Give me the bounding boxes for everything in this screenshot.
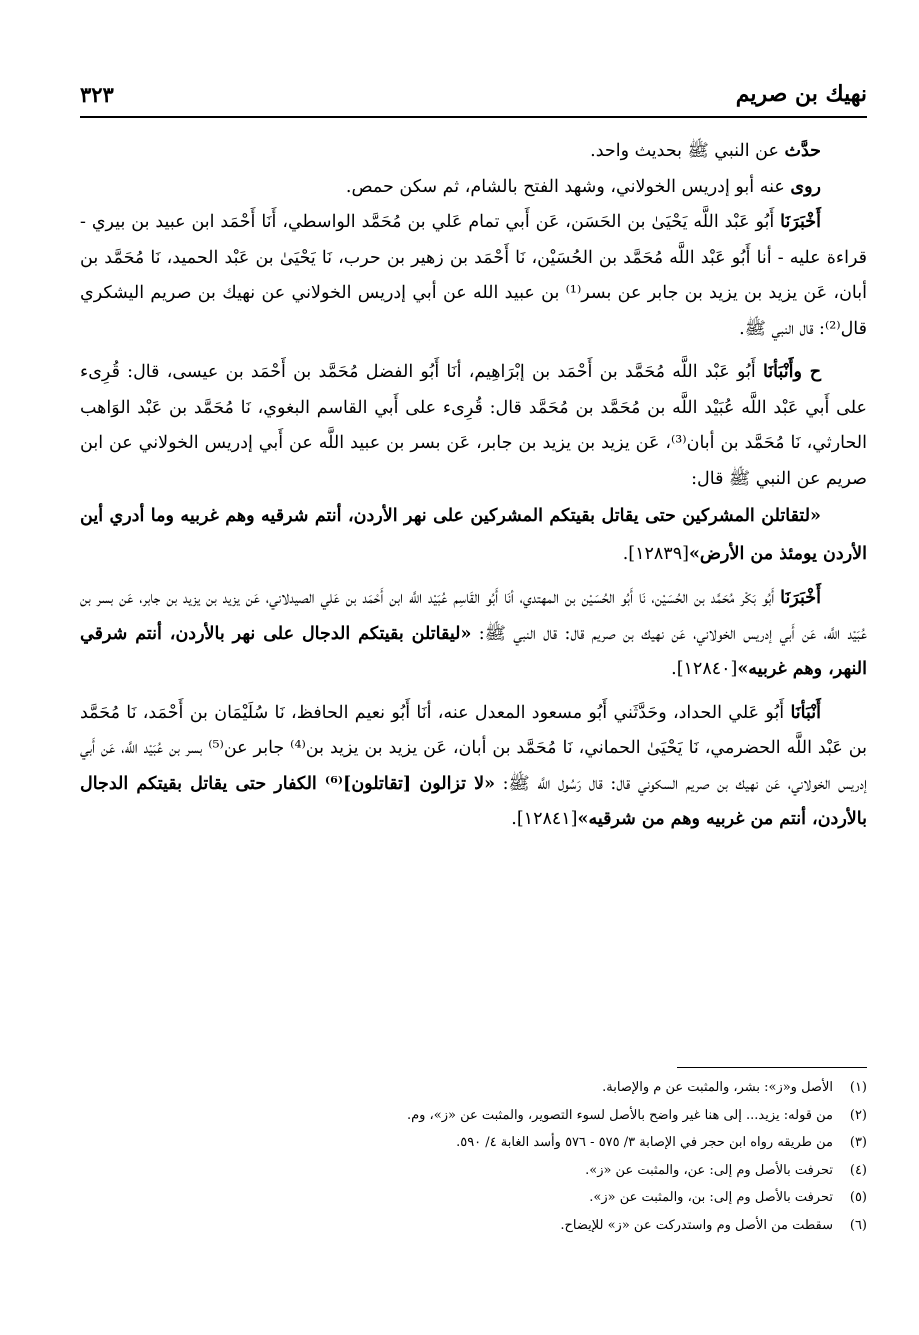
main-text — [80, 134, 867, 838]
footnote — [80, 1102, 867, 1130]
hadith-number: [١٢٨٣٩]. — [622, 544, 689, 564]
paragraph-text: عنه أبو إدريس الخولاني، وشهد الفتح بالشام، ثم سكن حمص. — [345, 176, 791, 197]
paragraph-lead: حدَّث — [784, 141, 821, 161]
footnote — [80, 1129, 867, 1157]
footnote-text: سقطت من الأصل وم واستدركت عن «ز» للإيضاح. — [560, 1217, 833, 1233]
footnote-number: (١) — [849, 1080, 867, 1095]
paragraph-text: أَبُو عَبْد اللَّه يَحْيَىٰ بن الحَسَن، عَن أَبي تمام عَلي بن مُحَمَّد الواسطي، أَنَا أَحْمَد ابن عبيد بن بيري - قراءة عليه - أنا أَبُو عَبْد اللَّه مُحَمَّد بن الحُسَيْن، نَا أَحْمَد بن زهير بن حرب، نَا يَحْيَىٰ بن عَبْد الحميد، نَا مُحَمَّد بن أبان، عَن يزيد بن يزيد بن جابر عن بسر⁽¹⁾ بن عبيد الله عن أبي إدريس الخولاني عن نهيك بن صريم اليشكري قال⁽²⁾: قال النبي ﷺ. — [80, 212, 867, 339]
paragraph-text: أَبُو بَكْر مُحَمَّد بن الحُسَيْن، نَا أَبُو الحُسَيْن بن المهتدي، أنَا أَبُو القَاسِم عُبَيْد اللَّه ابن أَحْمَد بن عَلي الصيدلاني، عَن يزيد بن يزيد بن جابر، عَن بسر بن عُبَيْد اللَّه، عَن أَبي إدريس الخولاني، عَن نهيك بن صريم قال: قال النبي ﷺ: — [80, 588, 867, 644]
running-title: نهيك بن صريم — [735, 81, 867, 107]
paragraph — [80, 134, 867, 170]
footnote-number: (٦) — [849, 1217, 867, 1233]
paragraph — [80, 581, 867, 688]
paragraph-lead: ح وأَنْبَأنَا — [762, 362, 822, 382]
paragraph-text: أَبُو عَلي الحداد، وحَدَّثَني أَبُو مسعود المعدل عنه، أنَا أَبُو نعيم الحافظ، نَا سُلَيْمَان بن أَحْمَد، نَا مُحَمَّد بن عَبْد اللَّه الحضرمي، نَا يَحْيَىٰ الحماني، نَا مُحَمَّد بن أبان، عَن يزيد بن يزيد بن⁽⁴⁾ جابر عن⁽⁵⁾ بسر بن عُبَيْد اللَّه، عَن أَبي إدريس الخولاني، عَن نهيك بن صريم السكوني قال: قال رَسُول اللَّه ﷺ: — [80, 702, 867, 794]
paragraph — [80, 696, 867, 838]
paragraph-lead: أَخْبَرَنَا — [780, 588, 821, 608]
paragraph-lead: أَخْبَرَنَا — [780, 212, 821, 232]
footnote-text: الأصل و«ز»: بشر، والمثبت عن م والإصابة. — [602, 1080, 833, 1095]
footnote-divider — [677, 1067, 867, 1068]
hadith-matn: «ليقاتلن بقيتكم الدجال على نهر بالأردن، أنتم شرقي النهر، وهم غربيه» — [80, 623, 867, 679]
footnote-text: تحرفت بالأصل وم إلى: بن، والمثبت عن «ز». — [589, 1190, 833, 1205]
footnote-text: من قوله: يزيد... إلى هنا غير واضح بالأصل لسوء التصوير، والمثبت عن «ز»، وم. — [406, 1107, 833, 1123]
hadith-matn: «لا تزالون [تقاتلون]⁽⁶⁾ الكفار حتى يقاتل بقيتكم الدجال بالأردن، أنتم من غربيه وهم من شرقيه» — [80, 773, 867, 829]
footnote-number: (٥) — [849, 1190, 867, 1205]
footnote — [80, 1212, 867, 1240]
hadith-number: [١٢٨٤١]. — [511, 809, 578, 829]
hadith-text — [80, 497, 867, 573]
footnote-number: (٤) — [849, 1162, 867, 1178]
page-number: ٣٢٣ — [80, 81, 114, 107]
footnote-number: (٢) — [849, 1107, 867, 1123]
paragraph-text: أَبُو عَبْد اللَّه مُحَمَّد بن أَحْمَد بن إبْرَاهِيم، أنَا أَبُو الفضل مُحَمَّد بن أَحْمَد بن عيسى، قال: قُرِىء على أَبي عَبْد اللَّه عُبَيْد اللَّه بن مُحَمَّد بن مُحَمَّد قال: قُرِىء على أَبي القاسم البغوي، نَا مُحَمَّد بن عَبْد الوَاهب الحارثي، نَا مُحَمَّد بن أبان⁽³⁾، عَن يزيد بن يزيد بن جابر، عَن بسر بن عبيد اللَّه عن أَبي إدريس الخولاني عن ابن صريم عن النبي ﷺ قال: — [80, 362, 867, 489]
paragraph — [80, 170, 867, 206]
footnote-text: تحرفت بالأصل وم إلى: عن، والمثبت عن «ز». — [585, 1162, 833, 1178]
paragraph-lead: روى — [790, 176, 821, 197]
paragraph — [80, 355, 867, 497]
paragraph-text: عن النبي ﷺ بحديث واحد. — [590, 141, 785, 161]
footnote — [80, 1184, 867, 1212]
hadith-matn: «لتقاتلن المشركين حتى يقاتل بقيتكم المشركين على نهر الأردن، أنتم شرقيه وهم غربيه وما أدري أين الأردن يومئذ من الأرض» — [80, 506, 867, 564]
hadith-number: [١٢٨٤٠]. — [671, 659, 738, 679]
footnote-number: (٣) — [849, 1135, 867, 1150]
paragraph-lead: أَنْبَأنَا — [790, 702, 821, 723]
paragraph — [80, 205, 867, 347]
footnote — [80, 1157, 867, 1185]
footnotes — [80, 1074, 867, 1239]
footnote-text: من طريقه رواه ابن حجر في الإصابة ٣/ ٥٧٥ - ٥٧٦ وأسد الغابة ٤/ ٥٩٠. — [456, 1135, 833, 1150]
footnote — [80, 1074, 867, 1102]
running-header — [80, 72, 867, 118]
